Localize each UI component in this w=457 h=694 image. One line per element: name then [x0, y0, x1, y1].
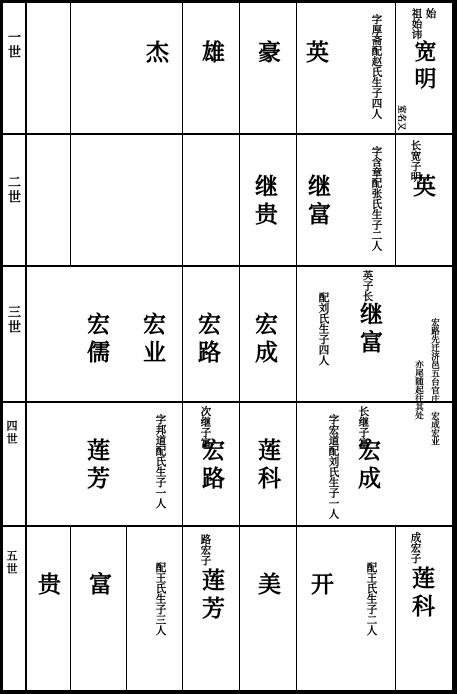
- g4-son2: 莲芳: [83, 438, 110, 494]
- g3-note: 配刘氏生子四人: [317, 292, 330, 366]
- col-divider-1b: [70, 525, 71, 692]
- g1-son-2: 豪: [254, 40, 281, 68]
- g3-side-note-2: 亦尾随起往其处: [413, 360, 424, 420]
- ancestor-label-2: 始: [424, 8, 437, 19]
- gen-label-3: 三世: [5, 305, 20, 335]
- col-divider-1: [70, 0, 71, 267]
- g4-note: 字宏道配刘氏生子一人: [327, 414, 340, 519]
- gen-label-4: 四世: [5, 420, 18, 446]
- gen-label-2: 二世: [5, 175, 20, 205]
- g4-head-label: 长继子富: [357, 406, 370, 448]
- g1-son-3: 雄: [198, 40, 225, 68]
- g4-head2-label: 次继子富: [199, 406, 212, 448]
- col-divider-3: [182, 0, 183, 692]
- row-divider-2: [0, 265, 457, 267]
- g2-head-name: 英: [409, 174, 436, 202]
- gen-column-divider: [25, 0, 27, 694]
- col-divider-6: [395, 0, 396, 267]
- ancestor-note: 室名又: [396, 105, 406, 131]
- g3-head-name: 继富: [356, 302, 383, 358]
- g5-head-name: 莲科: [408, 566, 435, 622]
- g2-son-1: 继富: [304, 174, 331, 230]
- g3-son-3: 宏业: [139, 312, 166, 368]
- g5-son2-1: 富: [85, 572, 112, 600]
- gen-label-5: 五世: [5, 550, 18, 576]
- g4-head2-name: 宏路: [198, 438, 225, 494]
- g5-head2-name: 莲芳: [198, 568, 225, 624]
- g4-head-name: 宏成: [354, 438, 381, 494]
- g5-son-1: 开: [307, 572, 334, 600]
- g5-son-2: 美: [254, 572, 281, 600]
- col-divider-5: [296, 0, 297, 692]
- row-divider-4: [0, 525, 457, 527]
- g3-head-label: 英子长: [361, 270, 374, 302]
- gen-label-1: 一世: [5, 30, 20, 60]
- g5-son2-2: 贵: [34, 572, 61, 600]
- g3-side-note-1: 宏路先迁济邑五台官庄 宏成宏业: [429, 318, 440, 446]
- g1-son-4: 杰: [142, 40, 169, 68]
- col-divider-4: [239, 0, 240, 692]
- border-top: [0, 0, 457, 3]
- g1-son-1: 英: [302, 40, 329, 68]
- g5-head2-label: 路宏子: [199, 534, 212, 566]
- g4-note2: 字邦道配氏生子一人: [154, 414, 167, 509]
- ancestor-label: 祖始讳: [410, 8, 423, 40]
- g5-note2: 配王氏生子三人: [154, 562, 167, 636]
- border-bottom: [0, 690, 457, 694]
- g3-son-1: 宏成: [251, 312, 278, 368]
- col-divider-2: [126, 525, 127, 692]
- g5-note: 配王氏生子二人: [365, 562, 378, 636]
- g2-head-label: 长宽子明: [409, 140, 422, 182]
- g4-son: 莲科: [254, 438, 281, 494]
- g5-head-label: 成宏子: [409, 532, 422, 564]
- row-divider-3: [0, 401, 457, 403]
- border-right: [452, 0, 457, 694]
- row-divider-1: [0, 133, 457, 135]
- g3-son-2: 宏路: [194, 312, 221, 368]
- g2-note: 字含章配张氏生子二人: [370, 146, 383, 251]
- border-left: [0, 0, 3, 694]
- g3-son-4: 宏儒: [83, 312, 110, 368]
- g2-son-2: 继贵: [251, 174, 278, 230]
- col-divider-6b: [395, 525, 396, 692]
- g1-note: 字厚斋配赵氏生子四人: [370, 14, 383, 119]
- ancestor-name: 宽明: [411, 40, 437, 94]
